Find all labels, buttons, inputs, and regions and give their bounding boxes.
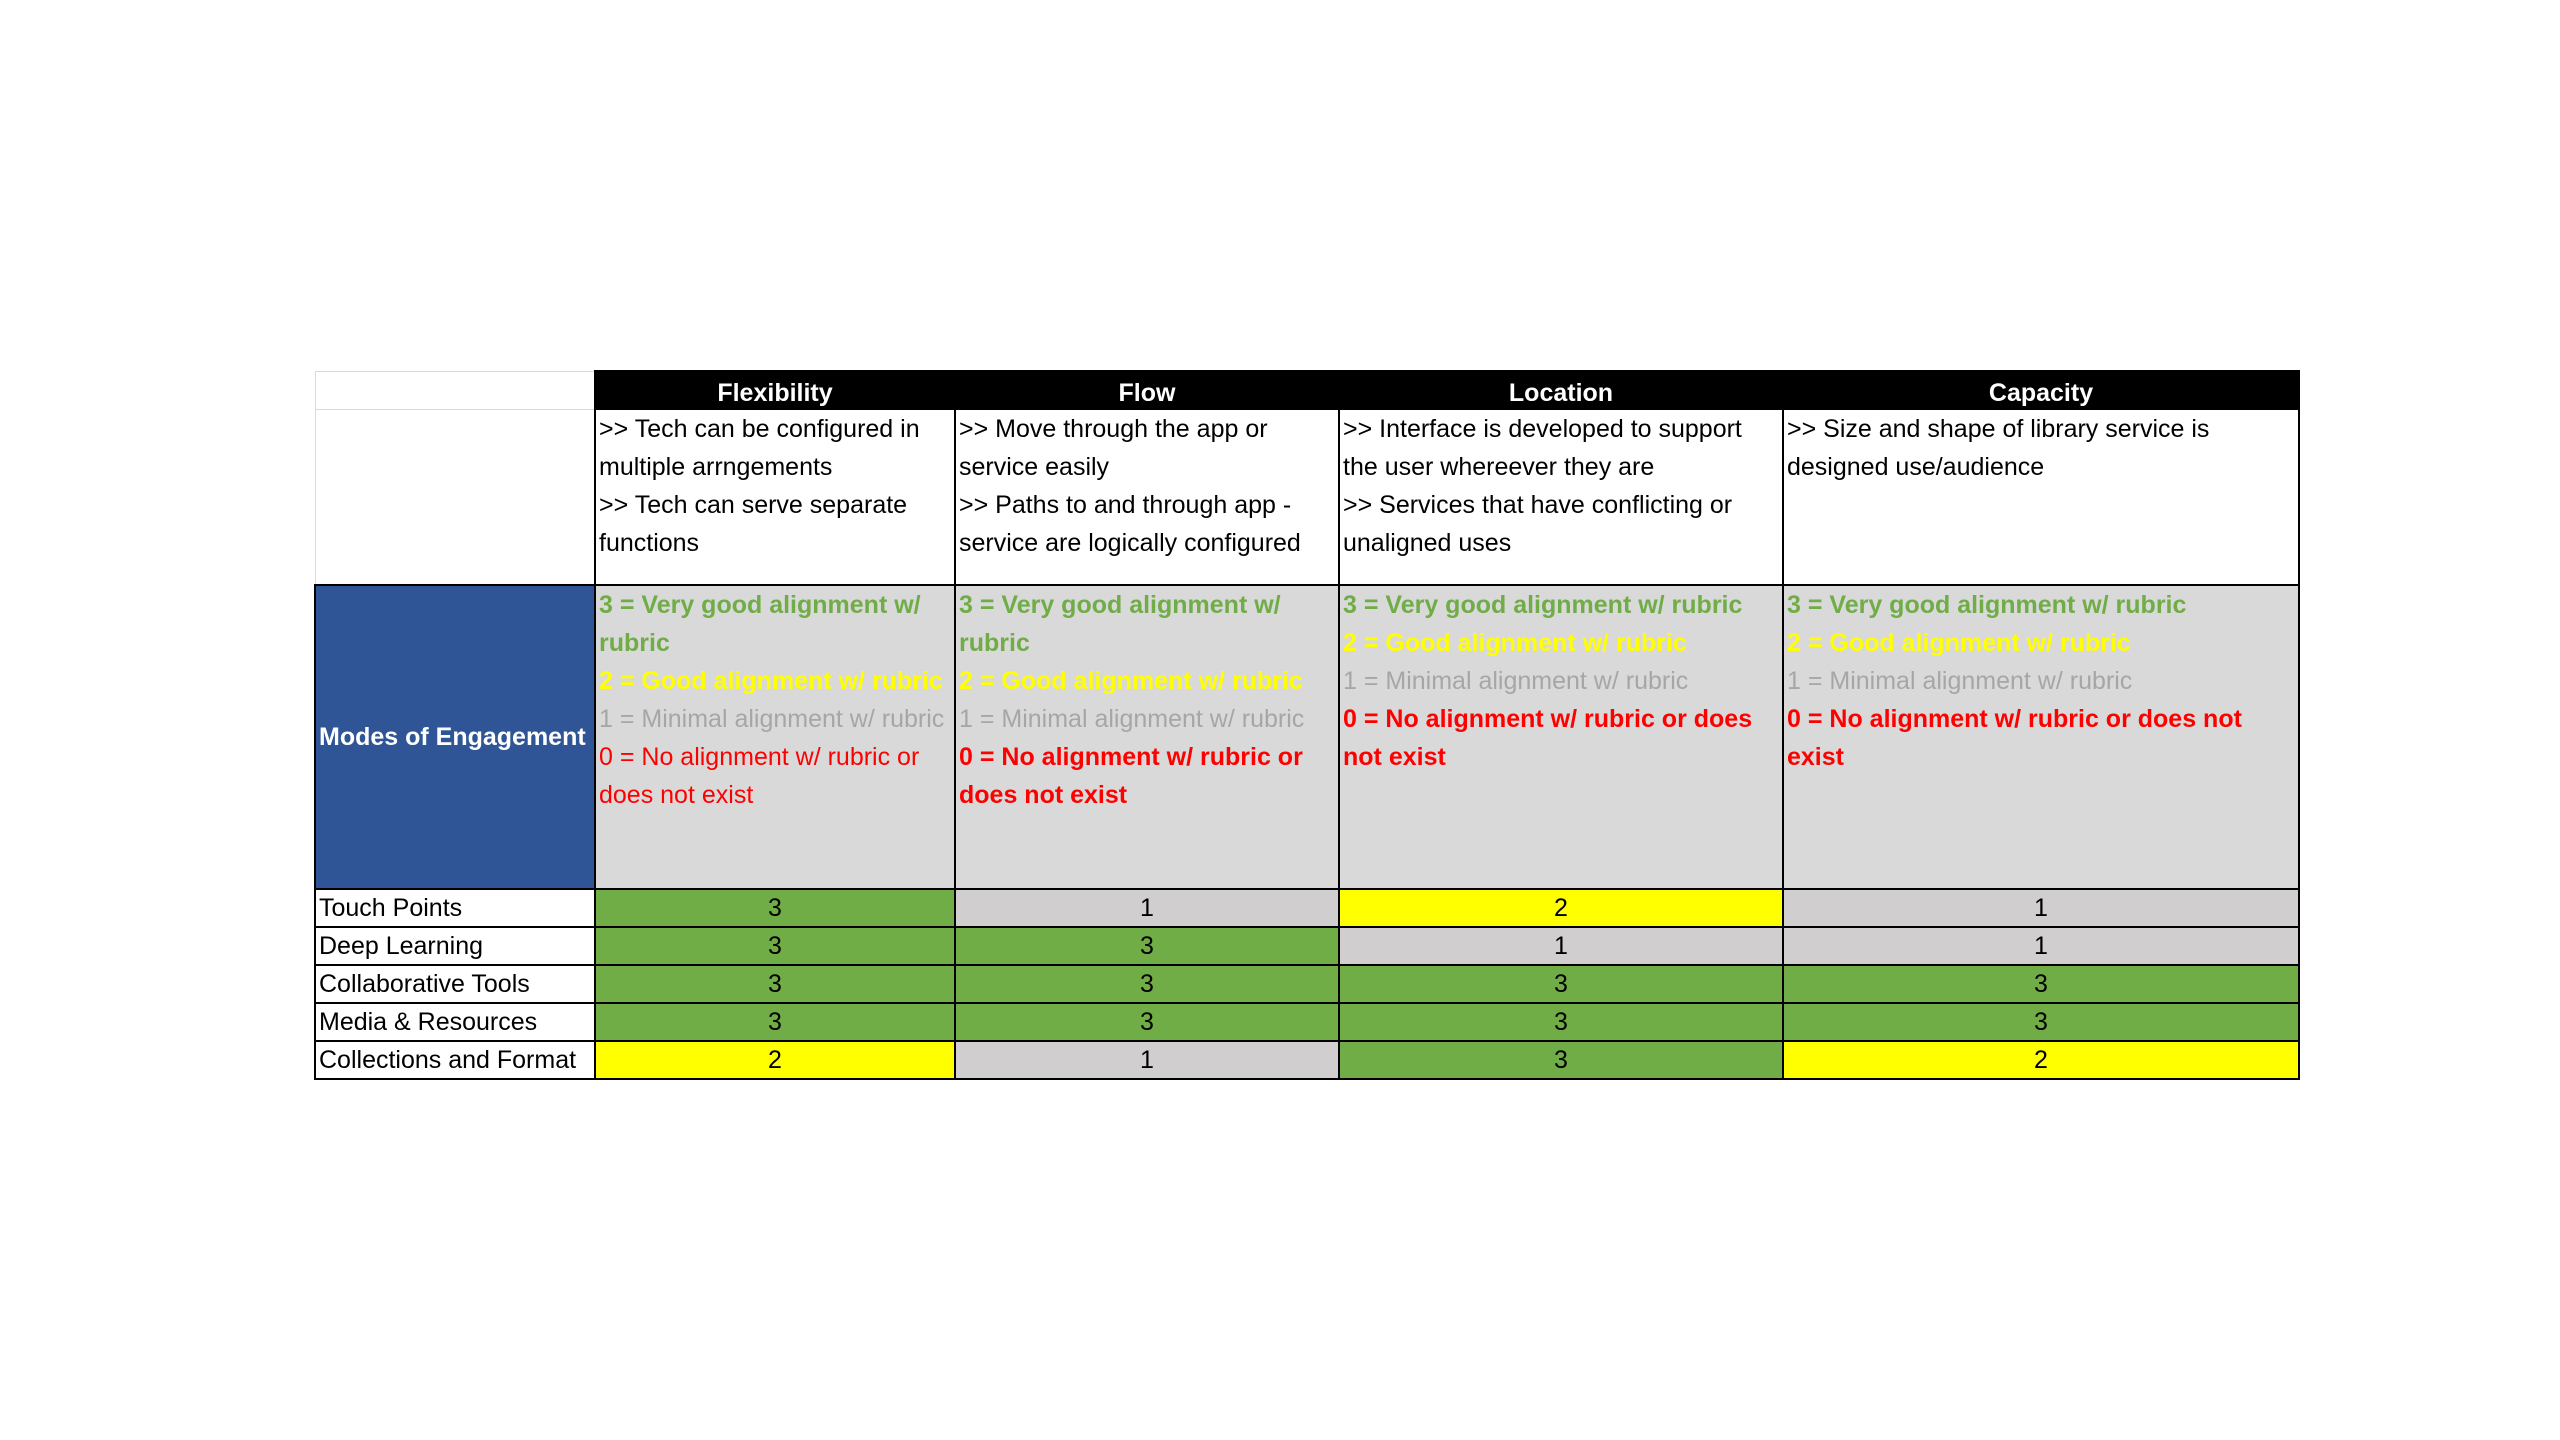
table-row bbox=[315, 1003, 2299, 1041]
rubric-level-3: 3 = Very good alignment w/ rubric bbox=[1343, 591, 1743, 619]
description-line: >> Interface is developed to support the user whereever they are bbox=[1343, 415, 1742, 481]
rubric-level-1: 1 = Minimal alignment w/ rubric bbox=[1343, 667, 1689, 695]
rubric-level-0: 0 = No alignment w/ rubric or does not exist bbox=[1787, 705, 2242, 771]
rubric-location bbox=[1339, 585, 1783, 889]
score-cell: 2 bbox=[595, 1041, 955, 1079]
score-cell: 3 bbox=[955, 927, 1339, 965]
row-label-collections-and-format: Collections and Format bbox=[315, 1041, 595, 1079]
score-cell: 1 bbox=[955, 1041, 1339, 1079]
table-row bbox=[315, 1041, 2299, 1079]
rubric-flow bbox=[955, 585, 1339, 889]
description-row bbox=[315, 409, 2299, 585]
column-header-location: Location bbox=[1339, 371, 1783, 409]
score-cell: 3 bbox=[595, 889, 955, 927]
table-row bbox=[315, 889, 2299, 927]
rubric-level-1: 1 = Minimal alignment w/ rubric bbox=[959, 705, 1305, 733]
score-cell: 2 bbox=[1339, 889, 1783, 927]
description-location bbox=[1339, 409, 1783, 585]
score-cell: 3 bbox=[1339, 1003, 1783, 1041]
description-blank-cell bbox=[315, 409, 595, 585]
description-flexibility bbox=[595, 409, 955, 585]
description-line: >> Move through the app or service easily bbox=[959, 415, 1268, 481]
column-header-capacity: Capacity bbox=[1783, 371, 2299, 409]
rubric-level-2: 2 = Good alignment w/ rubric bbox=[959, 667, 1303, 695]
corner-cell bbox=[315, 371, 595, 409]
table-row bbox=[315, 927, 2299, 965]
rubric-level-0: 0 = No alignment w/ rubric or does not exist bbox=[959, 743, 1303, 809]
column-header-flow: Flow bbox=[955, 371, 1339, 409]
description-line: >> Services that have conflicting or unaligned uses bbox=[1343, 491, 1733, 557]
rubric-row bbox=[315, 585, 2299, 889]
rubric-level-2: 2 = Good alignment w/ rubric bbox=[1787, 629, 2131, 657]
header-row bbox=[315, 371, 2299, 409]
rubric-flexibility bbox=[595, 585, 955, 889]
score-cell: 1 bbox=[955, 889, 1339, 927]
table-row bbox=[315, 965, 2299, 1003]
rubric-level-1: 1 = Minimal alignment w/ rubric bbox=[599, 705, 945, 733]
score-cell: 1 bbox=[1783, 889, 2299, 927]
score-cell: 2 bbox=[1783, 1041, 2299, 1079]
rubric-table bbox=[314, 370, 2300, 1080]
description-line: >> Tech can be configured in multiple arrngements bbox=[599, 415, 920, 481]
score-cell: 1 bbox=[1339, 927, 1783, 965]
score-cell: 3 bbox=[1339, 965, 1783, 1003]
row-label-collaborative-tools: Collaborative Tools bbox=[315, 965, 595, 1003]
rubric-level-3: 3 = Very good alignment w/ rubric bbox=[1787, 591, 2187, 619]
score-cell: 3 bbox=[595, 965, 955, 1003]
rubric-level-3: 3 = Very good alignment w/ rubric bbox=[959, 591, 1281, 657]
score-cell: 1 bbox=[1783, 927, 2299, 965]
description-line: >> Size and shape of library service is designed use/audience bbox=[1787, 415, 2210, 481]
column-header-flexibility: Flexibility bbox=[595, 371, 955, 409]
row-label-touch-points: Touch Points bbox=[315, 889, 595, 927]
description-capacity bbox=[1783, 409, 2299, 585]
score-cell: 3 bbox=[955, 1003, 1339, 1041]
score-cell: 3 bbox=[1339, 1041, 1783, 1079]
rubric-level-2: 2 = Good alignment w/ rubric bbox=[599, 667, 943, 695]
description-line: >> Paths to and through app - service are logically configured bbox=[959, 491, 1301, 557]
score-cell: 3 bbox=[595, 927, 955, 965]
description-line: >> Tech can serve separate functions bbox=[599, 491, 908, 557]
rubric-level-2: 2 = Good alignment w/ rubric bbox=[1343, 629, 1687, 657]
rubric-level-3: 3 = Very good alignment w/ rubric bbox=[599, 591, 921, 657]
score-cell: 3 bbox=[1783, 1003, 2299, 1041]
rubric-level-0: 0 = No alignment w/ rubric or does not exist bbox=[599, 743, 920, 809]
rubric-level-0: 0 = No alignment w/ rubric or does not exist bbox=[1343, 705, 1753, 771]
description-flow bbox=[955, 409, 1339, 585]
modes-of-engagement-label: Modes of Engagement bbox=[315, 585, 595, 889]
row-label-media-resources: Media & Resources bbox=[315, 1003, 595, 1041]
score-cell: 3 bbox=[1783, 965, 2299, 1003]
rubric-capacity bbox=[1783, 585, 2299, 889]
score-cell: 3 bbox=[955, 965, 1339, 1003]
rubric-level-1: 1 = Minimal alignment w/ rubric bbox=[1787, 667, 2133, 695]
row-label-deep-learning: Deep Learning bbox=[315, 927, 595, 965]
score-cell: 3 bbox=[595, 1003, 955, 1041]
